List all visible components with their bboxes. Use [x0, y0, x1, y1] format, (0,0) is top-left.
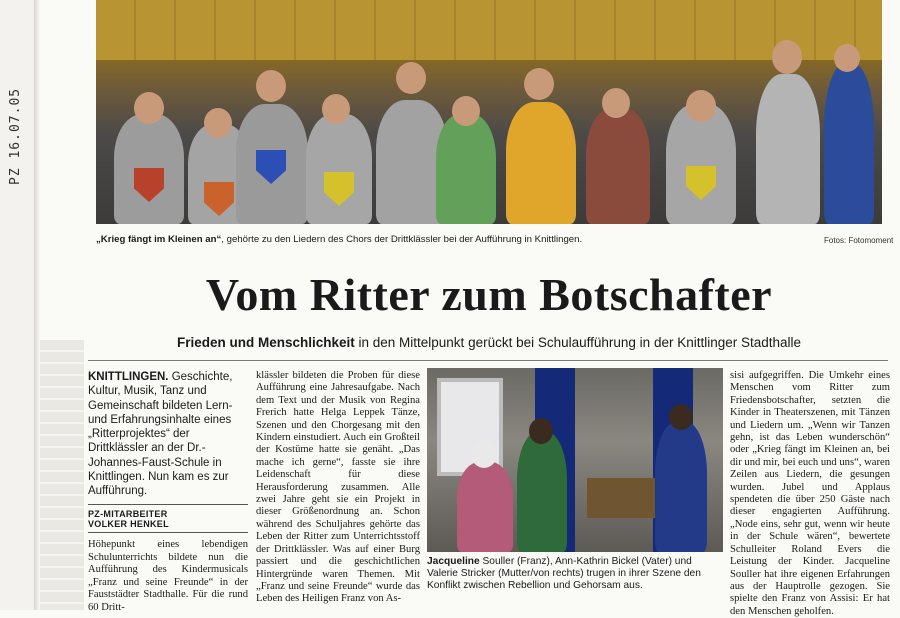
- top-photo-caption-text: , gehörte zu den Liedern des Chors der Drittklässler bei der Aufführung in Knittlingen.: [221, 234, 583, 245]
- article-column-1: [88, 370, 248, 614]
- table-prop: [587, 478, 657, 518]
- body-paragraph-4: sisi aufgegriffen. Die Umkehr eines Menschen vom Ritter zum Friedensbotschafter, setzten die Kinder in Theaterszenen, mit Tänzen und Liedern um. „Wenn wir Tanzen gehn, ist das Leben wunderschön“ oder „Krieg fängt im Kleinen an, bei dir und mir, bei euch und uns“, waren Zeilen aus Liedern, die gesungen wurden. Jubel und Applaus spendeten die über 250 Gäste nach dieser engagierten Aufführung. „Node eins, sehr gut, wenn wir heute in der Schule wären“, bewertete Schulleiter Roland Evers die Leistung der Kinder. Jacqueline Souller hat ihre eigenen Erfahrungen aus der Hauptrolle gezogen. Sie spielte den Franz von Assisi: Er hat den Menschen geholfen.: [730, 370, 890, 617]
- byline-author: VOLKER HENKEL: [88, 519, 169, 530]
- subheadline-text: in den Mittelpunkt gerückt bei Schulaufführung in der Knittlinger Stadthalle: [354, 335, 802, 350]
- handwritten-date-note: PZ 16.07.05: [8, 87, 23, 185]
- subheadline-bold: Frieden und Menschlichkeit: [176, 335, 355, 350]
- byline-role: PZ-MITARBEITER: [88, 508, 168, 519]
- article-column-4: [730, 370, 890, 618]
- stage-curtain-wall: [96, 0, 882, 60]
- bottom-photo-caption-bold: Jacqueline: [427, 556, 480, 567]
- body-paragraph-1: Höhepunkt eines lebendigen Schulunterrichts bildete nun die Aufführung des Kindermusicals „Franz und seine Freunde“ in der Fauststädter Stadthalle. Für die rund 60 Dritt-: [88, 539, 248, 613]
- lede-text: Geschichte, Kultur, Musik, Tanz und Gemeinschaft bildeten Lern- und Erfahrungsinhalte eines „Ritterprojektes“ der Drittklässler an der Dr.-Johannes-Faust-Schule in Knittlingen. Nun kam es zur Aufführung.: [88, 371, 233, 498]
- article-column-2: [256, 370, 420, 606]
- byline: [88, 504, 248, 534]
- scene-photo: [427, 368, 723, 552]
- dateline: KNITTLINGEN.: [88, 371, 169, 383]
- bottom-photo-caption: [427, 556, 723, 592]
- adjacent-article-strip: [40, 340, 84, 610]
- headline: Vom Ritter zum Botschafter: [205, 269, 773, 320]
- body-paragraph-2: klässler bildeten die Proben für diese Aufführung eine Jahresaufgabe. Nach dem Text und der Musik von Regina Frerich hatte Helga Leppek Tänze, Szenen und den Chorgesang mit den Kindern einstudiert. Auch ein Großteil der Kostüme hatte sie genäht. „Das mache ich gerne“, fasste sie ihre Leidenschaft für diese Herausforderung zusammen. Alle zwei Jahre geht sie ein Projekt in dieser Größenordnung an. Schon während des Schuljahres gehörte das Leben der Ritter zum Unterrichtsstoff der Drittklässler. Was auf einer Burg passiert und die geschichtlichen Hintergründe waren Themen. Mit „Franz und seine Freunde“ wurde das Leben des Heiligen Franz von As-: [256, 370, 420, 605]
- bottom-photo-caption-text: Souller (Franz), Ann-Kathrin Bickel (Vater) und Valerie Stricker (Mutter/von rechts) trugen in ihrer Szene den Konflikt zwischen Rebellion und Gehorsam aus.: [427, 556, 701, 591]
- divider-rule: [88, 360, 888, 361]
- top-photo-caption-bold: „Krieg fängt im Kleinen an“: [96, 234, 222, 245]
- lede-paragraph: [88, 370, 248, 499]
- subheadline: [96, 334, 882, 351]
- top-photo-caption: [96, 234, 736, 246]
- photo-credit: Fotos: Fotomoment: [824, 236, 894, 245]
- choir-photo: [96, 0, 882, 224]
